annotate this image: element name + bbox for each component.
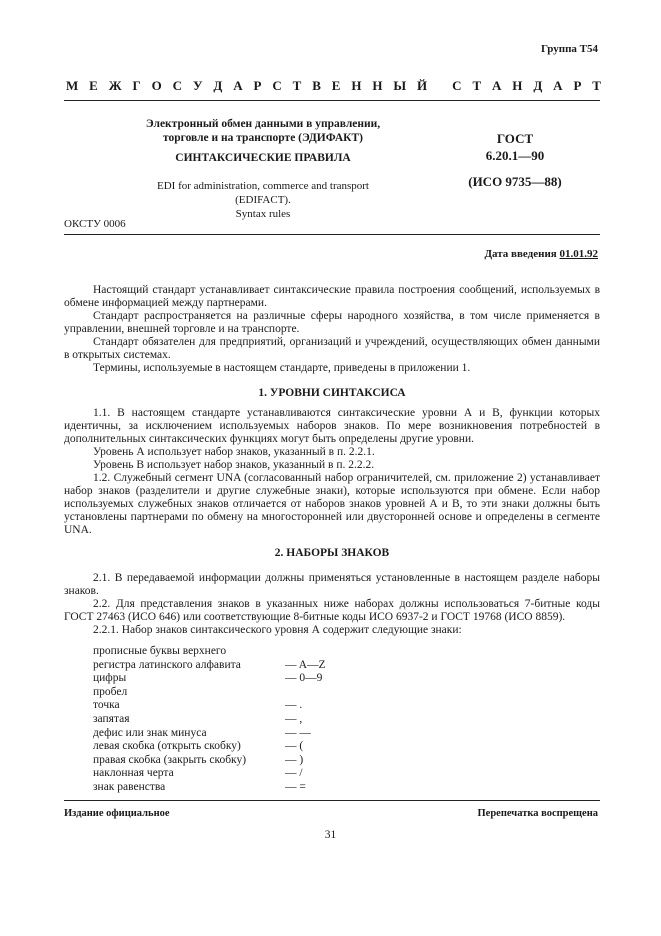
char-label: дефис или знак минуса — [93, 726, 207, 739]
heading-letter: А — [492, 78, 502, 93]
title-subject: СИНТАКСИЧЕСКИЕ ПРАВИЛА — [175, 152, 351, 164]
char-row — [93, 645, 326, 659]
char-label: прописные буквы верхнего — [93, 645, 227, 657]
heading-letter: Н — [372, 78, 383, 93]
char-value: — , — [285, 712, 303, 725]
gost-number — [470, 130, 560, 164]
char-label: точка — [93, 699, 120, 712]
heading-letter: Н — [512, 78, 523, 93]
char-row — [93, 727, 326, 741]
char-value: — A—Z — [285, 658, 326, 671]
char-value: — ) — [285, 753, 304, 766]
char-row — [93, 767, 326, 781]
heading-letter: Ы — [393, 78, 407, 93]
page-number: 31 — [324, 829, 337, 841]
gost-code: 6.20.1—90 — [485, 148, 545, 163]
heading-letter: Е — [89, 78, 98, 93]
footer-divider — [64, 800, 600, 801]
section1-paragraph: 1.1. В настоящем стандарте устанавливаются синтаксические уровни А и В, функции которых идентичны, за исключением используемых наборов знаков. По мере возникновения потребностей в дополнительных синтаксических функциях могут быть определены другие уровни. — [64, 407, 600, 445]
intro-paragraph: Стандарт распространяется на различные сферы народного хозяйства, в том числе применяется в управлении, внешней торговле и на транспорте. — [64, 310, 600, 335]
char-row — [93, 754, 326, 768]
title-ru-line1: Электронный обмен данными в управлении, — [145, 118, 381, 130]
char-row — [93, 686, 326, 700]
heading-letter: М — [66, 78, 79, 93]
iso-number: (ИСО 9735—88) — [468, 174, 562, 189]
okstu-divider — [64, 234, 600, 235]
heading-letter: Д — [533, 78, 543, 93]
heading-letter: Д — [213, 78, 223, 93]
official-edition: Издание официальное — [64, 808, 170, 819]
char-value: — ( — [285, 740, 304, 753]
char-value: — / — [285, 767, 303, 780]
char-label: цифры — [93, 672, 127, 685]
reprint-prohibited: Перепечатка воспрещена — [477, 808, 598, 819]
char-label: наклонная черта — [93, 767, 174, 780]
heading-letter: Н — [351, 78, 362, 93]
char-label: правая скобка (закрыть скобку) — [93, 753, 247, 766]
heading-letter: Т — [472, 78, 482, 93]
heading-letter: В — [312, 78, 321, 93]
title-ru-line2: торговле и на транспорте (ЭДИФАКТ) — [162, 132, 363, 144]
char-label: левая скобка (открыть скобку) — [93, 740, 241, 753]
char-label: регистра латинского алфавита — [93, 658, 241, 671]
heading-letter: Т — [292, 78, 302, 93]
heading-letter: С — [452, 78, 462, 93]
char-label: пробел — [93, 685, 128, 698]
char-row — [93, 699, 326, 713]
okstu-code: ОКСТУ 0006 — [64, 218, 126, 230]
intro-paragraph: Термины, используемые в настоящем стандарте, приведены в приложении 1. — [93, 362, 471, 374]
heading-letter: А — [553, 78, 563, 93]
heading-letter: А — [233, 78, 243, 93]
char-label: знак равенства — [93, 780, 166, 793]
heading-letter: С — [272, 78, 282, 93]
char-label: запятая — [93, 712, 130, 725]
title-en — [130, 179, 396, 221]
section1-text — [64, 407, 600, 537]
intro-paragraph: Стандарт обязателен для предприятий, организаций и учреждений, осуществляющих обмен данными в открытых системах. — [64, 336, 600, 361]
section2-text — [64, 572, 600, 637]
section1-paragraph: Уровень В использует набор знаков, указанный в п. 2.2.2. — [93, 459, 375, 471]
char-value: — = — [285, 780, 306, 793]
heading-letter: У — [192, 78, 203, 93]
section1-title: 1. УРОВНИ СИНТАКСИСА — [258, 387, 406, 399]
heading-letter: С — [172, 78, 183, 93]
heading-letter: Й — [417, 78, 428, 93]
heading-letter: Т — [592, 78, 601, 93]
section2-paragraph: 2.2.1. Набор знаков синтаксического уровня А содержит следующие знаки: — [93, 624, 462, 636]
char-value: — . — [285, 699, 303, 712]
heading-letter — [438, 78, 441, 94]
title-ru — [130, 117, 396, 145]
char-value: — 0—9 — [285, 672, 323, 685]
group-code: Группа Т54 — [540, 43, 598, 55]
intro-text — [64, 284, 600, 375]
char-value: — — — [285, 726, 311, 739]
heading-letter: Р — [573, 78, 582, 93]
intro-paragraph: Настоящий стандарт устанавливает синтаксические правила построения сообщений, используемых в обмене информацией между партнерами. — [64, 284, 600, 309]
effective-date-label: Дата введения — [484, 248, 557, 260]
heading-letter: Ж — [108, 78, 122, 93]
gost-label: ГОСТ — [496, 131, 534, 146]
interstate-standard-heading — [66, 78, 601, 94]
section2-paragraph: 2.1. В передаваемой информации должны применяться установленные в настоящем разделе наборы знаков. — [64, 572, 600, 597]
char-row — [93, 713, 326, 727]
char-row — [93, 781, 326, 795]
title-en-line1: EDI for administration, commerce and transport (EDIFACT). — [157, 180, 369, 206]
char-row — [93, 672, 326, 686]
heading-letter: Р — [253, 78, 262, 93]
section2-title: 2. НАБОРЫ ЗНАКОВ — [274, 547, 390, 559]
character-set-list — [93, 645, 326, 795]
effective-date-value: 01.01.92 — [559, 248, 598, 260]
heading-letter: О — [151, 78, 162, 93]
effective-date — [484, 248, 598, 260]
heading-letter: Г — [132, 78, 141, 93]
char-row — [93, 740, 326, 754]
heading-letter: Е — [331, 78, 341, 93]
section2-paragraph: 2.2. Для представления знаков в указанных ниже наборах должны использоваться 7-битные коды ГОСТ 27463 (ИСО 646) или соответствующие 8-битные коды ИСО 6937-2 и ГОСТ 19768 (ИСО 8859). — [64, 598, 600, 623]
title-en-line2: Syntax rules — [235, 208, 291, 220]
section1-paragraph: 1.2. Служебный сегмент UNA (согласованный набор ограничителей, см. приложение 2) устанавливает набор знаков (разделители и другие служебные знаки), которые используются при обмене. Если набор используемых служебных знаков отличается от наборов знаков уровней А и В, то эти знаки должны быть установлены партнерами по обмену на многосторонней или двусторонней основе и определены в сегменте UNA. — [64, 472, 600, 536]
char-row — [93, 659, 326, 673]
section1-paragraph: Уровень А использует набор знаков, указанный в п. 2.2.1. — [93, 446, 375, 458]
header-divider — [64, 100, 600, 101]
